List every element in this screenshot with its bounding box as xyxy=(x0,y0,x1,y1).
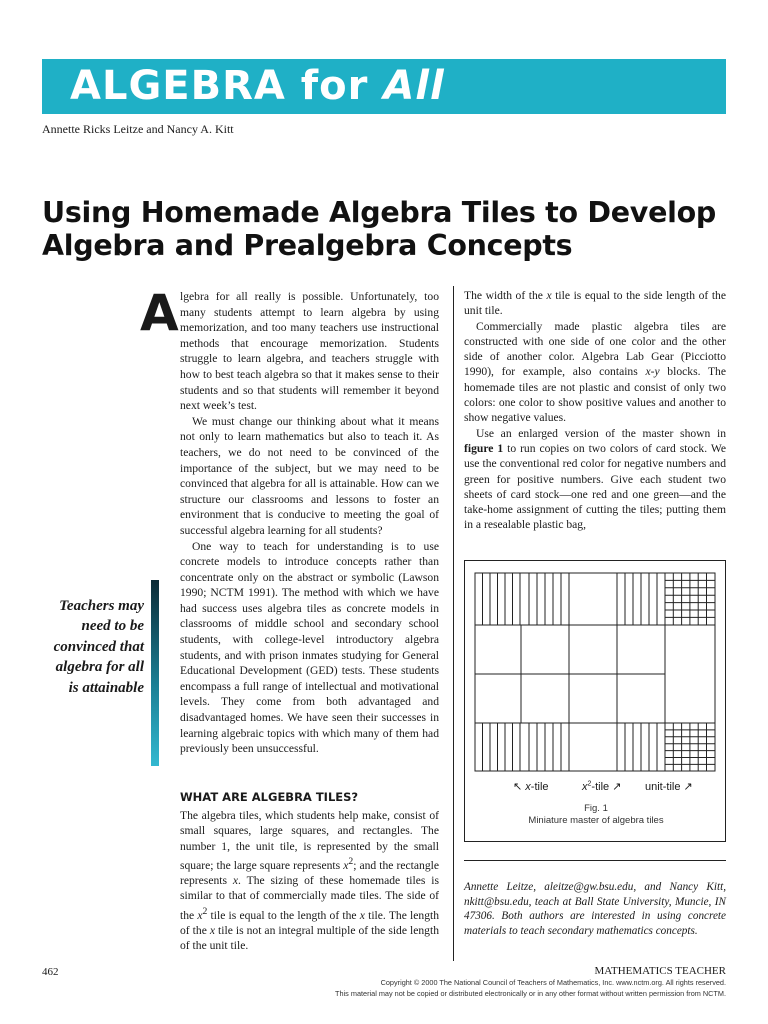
x-tile-arrow-icon: ↖ xyxy=(513,781,523,793)
pull-quote-bar xyxy=(151,580,159,766)
var-x: x xyxy=(343,858,349,872)
figure-reference: figure 1 xyxy=(464,441,504,455)
x2-tile-label-var: x xyxy=(582,781,588,793)
article-column-left xyxy=(140,284,439,757)
section-heading: WHAT ARE ALGEBRA TILES? xyxy=(180,790,359,804)
paragraph-intro xyxy=(140,284,439,414)
unit-tile-label xyxy=(645,780,693,793)
sup-2: 2 xyxy=(348,855,354,867)
unit-tile-arrow-icon: ↗ xyxy=(683,781,693,793)
p4-part-a: The algebra tiles, which students help make, consist of small squares, large squares, and rectangles. The number 1, the unit tile, is represented by the small square; the large square represents xyxy=(180,809,439,872)
copyright-notice xyxy=(335,978,726,999)
drop-cap: A xyxy=(140,284,179,342)
col2-p2-part-a: Commercially made plastic algebra tiles are constructed with one side of one color and the other side of another color. Algebra Lab Gear (Picciotto 1990), for example, also contains xyxy=(464,319,726,379)
x2-tile-label-sup: 2 xyxy=(587,780,592,788)
figure-number: Fig. 1 xyxy=(584,803,608,814)
article-headline: Using Homemade Algebra Tiles to Develop Algebra and Prealgebra Concepts xyxy=(42,196,716,262)
var-x: x xyxy=(546,289,552,302)
p4-part-f: tile is not an integral multiple of the side length of the unit tile. xyxy=(180,923,439,953)
author-byline: Annette Ricks Leitze and Nancy A. Kitt xyxy=(42,122,234,136)
paragraph-2: We must change our thinking about what it means not only to learn mathematics but also to teach it. As teachers, we do not need to be convinced of the importance of the subject, but we may need to be convinced that algebra for all is attainable. How can we structure our classrooms and lessons to foster an environment that is conducive to meeting the goal of successful algebra learning for all students? xyxy=(180,414,439,537)
p4-part-d: tile is equal to the length of the xyxy=(207,908,360,922)
col2-paragraph-2 xyxy=(464,319,726,426)
x2-tile-arrow-icon: ↗ xyxy=(612,781,622,793)
col2-p3-part-a: Use an enlarged version of the master shown in xyxy=(476,426,726,440)
x-tile-label-text: -tile xyxy=(530,781,549,793)
p4-part-e: tile. The length of the xyxy=(180,908,440,937)
x2-tile-label-text: -tile xyxy=(591,781,610,793)
col2-paragraph-1 xyxy=(464,288,726,319)
bio-divider xyxy=(464,860,726,861)
col2-p1-part-a: The width of the xyxy=(464,289,547,302)
article-column-right xyxy=(464,288,726,533)
algebra-tiles-diagram xyxy=(465,561,727,843)
page-number: 462 xyxy=(42,966,59,978)
article-column-left-lower xyxy=(180,808,439,953)
paragraph-1-text: lgebra for all really is possible. Unfortunately, too many students attempt to learn algebra by using memorization, and too many teachers use instructional methods that encourage memorization. Students struggle to learn algebra, and teachers struggle with how to best teach algebra so that it makes sense to their students and so that students will remember it beyond next week’s test. xyxy=(180,290,439,413)
x-tile-label xyxy=(513,780,549,793)
banner-title-main: ALGEBRA for xyxy=(70,63,384,109)
banner-title-italic: All xyxy=(383,63,445,109)
pull-quote: Teachers may need to be convinced that algebra for all is attainable xyxy=(53,598,144,696)
unit-tile-label-text: unit-tile xyxy=(645,781,681,793)
x-tile-label-var: x xyxy=(525,781,531,793)
p4-part-b: ; and the rectangle represents xyxy=(180,858,439,888)
col2-p2-part-b: blocks. The homemade tiles are not plastic and consist of only two colors: one color to show positive values and another to show negative values. xyxy=(464,365,726,425)
var-xy: x-y xyxy=(645,365,660,379)
var-x: x xyxy=(197,908,203,922)
paragraph-4 xyxy=(180,808,439,953)
var-x: x xyxy=(232,874,239,888)
paragraph-3: One way to teach for understanding is to use concrete models to introduce concepts rather than concentrate only on the abstract or symbolic (Lawson 1990; NCTM 1991). The method with which we have had success uses algebra tiles as concrete models in classrooms of middle school and secondary school students, with college-level introductory algebra students, and with prison inmates studying for General Educational Development (GED) tests. These students encompass a full range of intellectual and motivational levels. They come from both advantaged and disadvantaged homes. We have seen their successes in learning algebraic topics with which many of them had previously been unsuccessful. xyxy=(180,539,439,756)
author-bio: Annette Leitze, aleitze@gw.bsu.edu, and Nancy Kitt, nkitt@bsu.edu, teach at Ball State University, Muncie, IN 47306. Both authors are interested in using concrete materials to teach secondary mathematics concepts. xyxy=(464,881,726,937)
x2-tile-label xyxy=(582,780,621,793)
figure-caption: Miniature master of algebra tiles xyxy=(528,815,664,826)
col2-p3-part-c: to run copies on two colors of card stock. We use the conventional red color for negative numbers and green for positive numbers. Give each student two sheets of card stock—one red and one green—and the take-home assignment of cutting the tiles; putting them in a resealable plastic bag, xyxy=(464,441,726,532)
header-banner xyxy=(42,59,726,114)
copyright-line-2: This material may not be copied or distributed electronically or in any other format without written permission from NCTM. xyxy=(335,988,726,998)
col2-paragraph-3 xyxy=(464,426,726,533)
copyright-line-1: Copyright © 2000 The National Council of Teachers of Mathematics, Inc. www.nctm.org. All rights reserved. xyxy=(380,978,726,987)
col2-p1-part-b: tile is equal to the side length of the unit tile. xyxy=(464,289,726,318)
journal-name: MATHEMATICS TEACHER xyxy=(594,965,726,977)
figure-1 xyxy=(464,560,726,842)
var-x: x xyxy=(209,923,216,937)
var-x: x xyxy=(359,908,365,922)
p4-part-c: . The sizing of these homemade tiles is similar to that of commercially made tiles. The side of the xyxy=(180,874,440,922)
banner-title xyxy=(70,63,445,109)
column-divider xyxy=(453,286,454,961)
sup-2: 2 xyxy=(202,905,208,917)
